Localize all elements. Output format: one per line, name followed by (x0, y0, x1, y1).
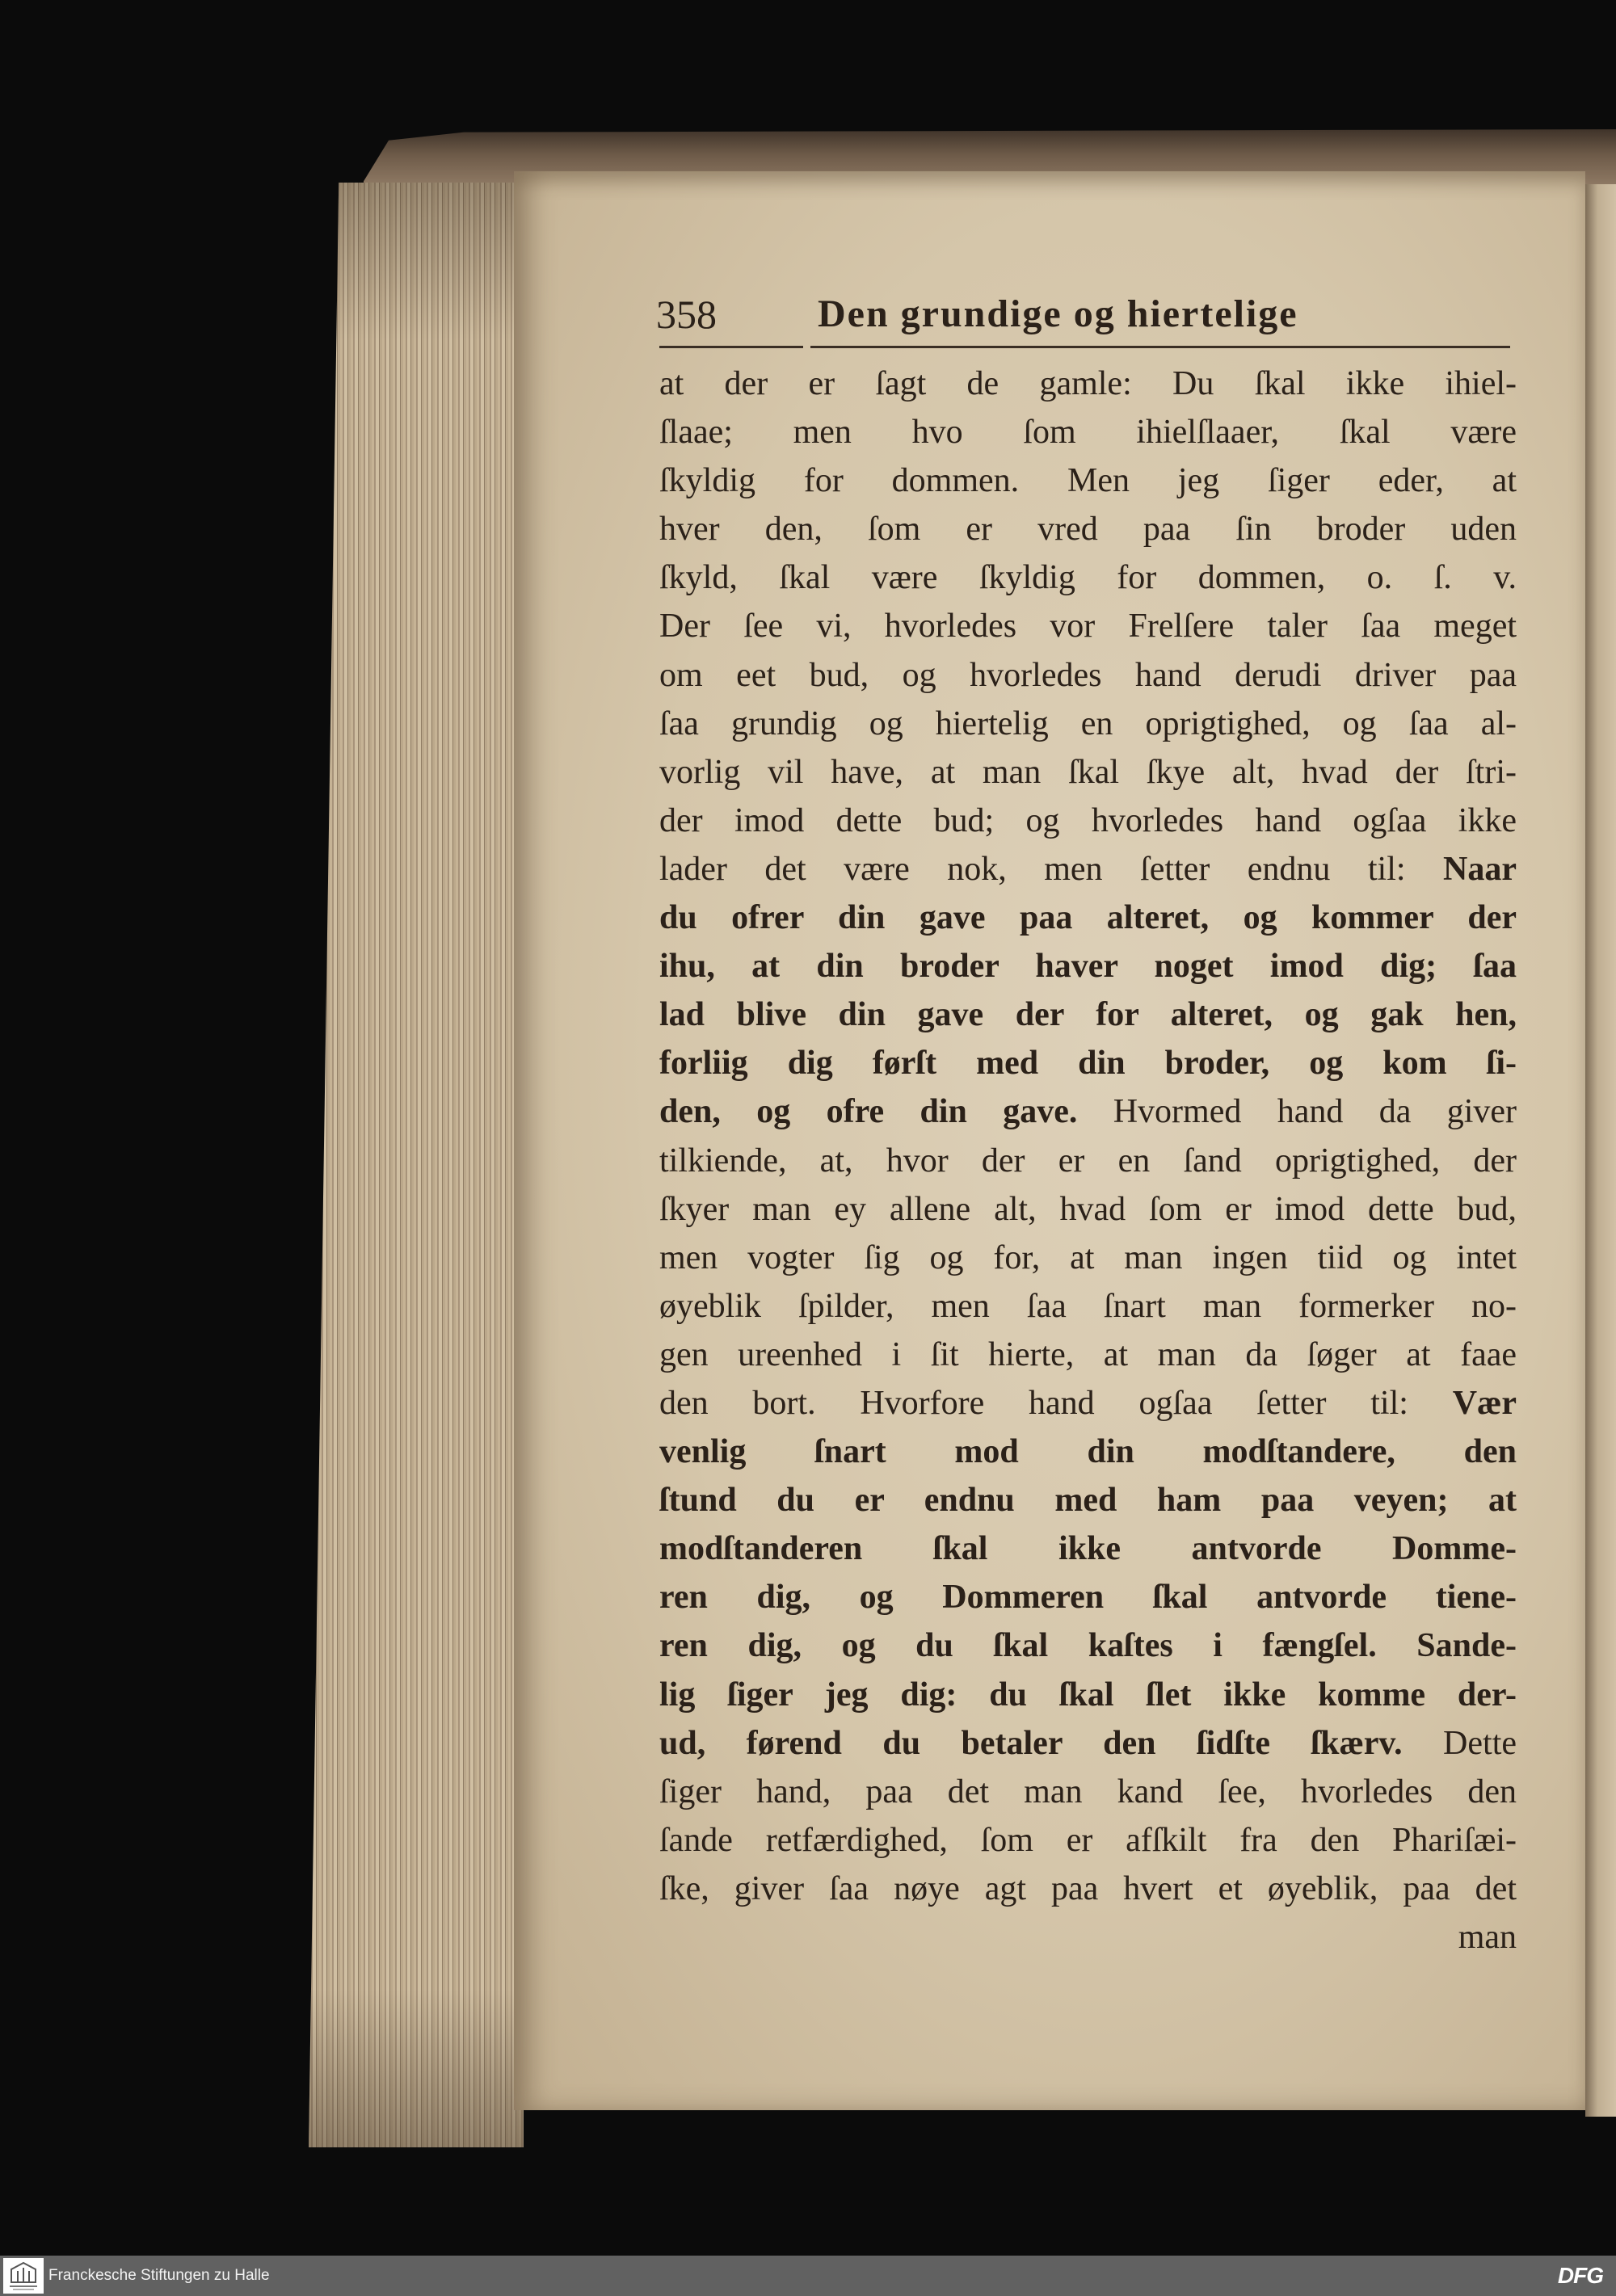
text-line: der imod dette bud; og hvorledes hand ogſaa ikke (659, 801, 1517, 839)
text-segment: lader det være nok, men ſetter endnu til: (659, 850, 1406, 888)
quote-line: ren dig, og du ſkal kaſtes i fængſel. Sande- (659, 1627, 1517, 1665)
header-rule (659, 346, 803, 348)
text-line: vorlig vil have, at man ſkal ſkye alt, hvad der ſtri- (659, 753, 1517, 791)
quote-line: lig ſiger jeg dig: du ſkal ſlet ikke komme der- (659, 1676, 1517, 1714)
dfg-logo: DFG (1557, 2263, 1603, 2288)
quote-line: lad blive din gave der for alteret, og gak hen, (659, 996, 1517, 1034)
text-line: ſande retfærdighed, ſom er afſkilt fra den Phariſæi- (659, 1821, 1517, 1859)
text-line: ſke, giver ſaa nøye agt paa hvert et øyeblik, paa det (659, 1869, 1517, 1907)
footer-bar (0, 2256, 1616, 2296)
body-text (659, 360, 1517, 1962)
text-line (659, 1087, 1517, 1136)
text-line: ſaa grundig og hiertelig en oprigtighed, og ſaa al- (659, 704, 1517, 742)
text-line: tilkiende, at, hvor der er en ſand oprigtighed, der (659, 1142, 1517, 1180)
text-segment: Dette (1443, 1724, 1517, 1762)
text-line: Der ſee vi, hvorledes vor Frelſere taler ſaa meget (659, 608, 1517, 645)
text-line: øyeblik ſpilder, men ſaa ſnart man formerker no- (659, 1287, 1517, 1325)
running-head: Den grundige og hiertelige (818, 292, 1298, 335)
text-line (659, 1379, 1517, 1428)
institution-name: Franckesche Stiftungen zu Halle (48, 2267, 270, 2284)
text-line: ſkyld, ſkal være ſkyldig for dommen, o. ſ. v. (659, 559, 1517, 597)
quote-line: venlig ſnart mod din modſtandere, den (659, 1433, 1517, 1471)
page-stack-edge (309, 183, 524, 2147)
quote-segment: ud, førend du betaler den ſidſte ſkærv. (659, 1724, 1403, 1762)
text-segment: den bort. Hvorfore hand ogſaa ſetter til: (659, 1384, 1408, 1422)
quote-line: ihu, at din broder haver noget imod dig; ſaa (659, 948, 1517, 986)
text-line: gen ureenhed i ſit hierte, at man da ſøger at faae (659, 1335, 1517, 1373)
text-segment: Hvormed hand da giver (1113, 1093, 1517, 1131)
quote-line: forliig dig førſt med din broder, og kom ſi- (659, 1045, 1517, 1083)
quote-line: ren dig, og Dommeren ſkal antvorde tiene- (659, 1579, 1517, 1617)
page-number: 358 (656, 292, 717, 337)
quote-line: ſtund du er endnu med ham paa veyen; at (659, 1482, 1517, 1520)
quote-segment: Vær (1452, 1384, 1517, 1422)
quote-segment: Naar (1443, 850, 1517, 888)
franckesche-stiftungen-logo-icon (3, 2258, 44, 2294)
facing-page-edge (1585, 184, 1616, 2117)
catchword: man (1458, 1919, 1517, 1956)
text-line (659, 1719, 1517, 1768)
text-line: ſkyldig for dommen. Men jeg ſiger eder, at (659, 462, 1517, 500)
text-line (659, 845, 1517, 894)
quote-line: du ofrer din gave paa alteret, og kommer der (659, 899, 1517, 937)
text-line: ſiger hand, paa det man kand ſee, hvorledes den (659, 1772, 1517, 1810)
text-line: ſkyer man ey allene alt, hvad ſom er imod dette bud, (659, 1190, 1517, 1228)
text-line: men vogter ſig og for, at man ingen tiid og intet (659, 1238, 1517, 1276)
text-line: ſlaae; men hvo ſom ihielſlaaer, ſkal være (659, 414, 1517, 452)
quote-line: modſtanderen ſkal ikke antvorde Domme- (659, 1530, 1517, 1568)
quote-segment: den, og ofre din gave. (659, 1093, 1078, 1131)
text-line: at der er ſagt de gamle: Du ſkal ikke ihiel- (659, 365, 1517, 402)
text-line: hver den, ſom er vred paa ſin broder uden (659, 511, 1517, 549)
header-rule (810, 346, 1510, 348)
text-line: om eet bud, og hvorledes hand derudi driver paa (659, 656, 1517, 694)
